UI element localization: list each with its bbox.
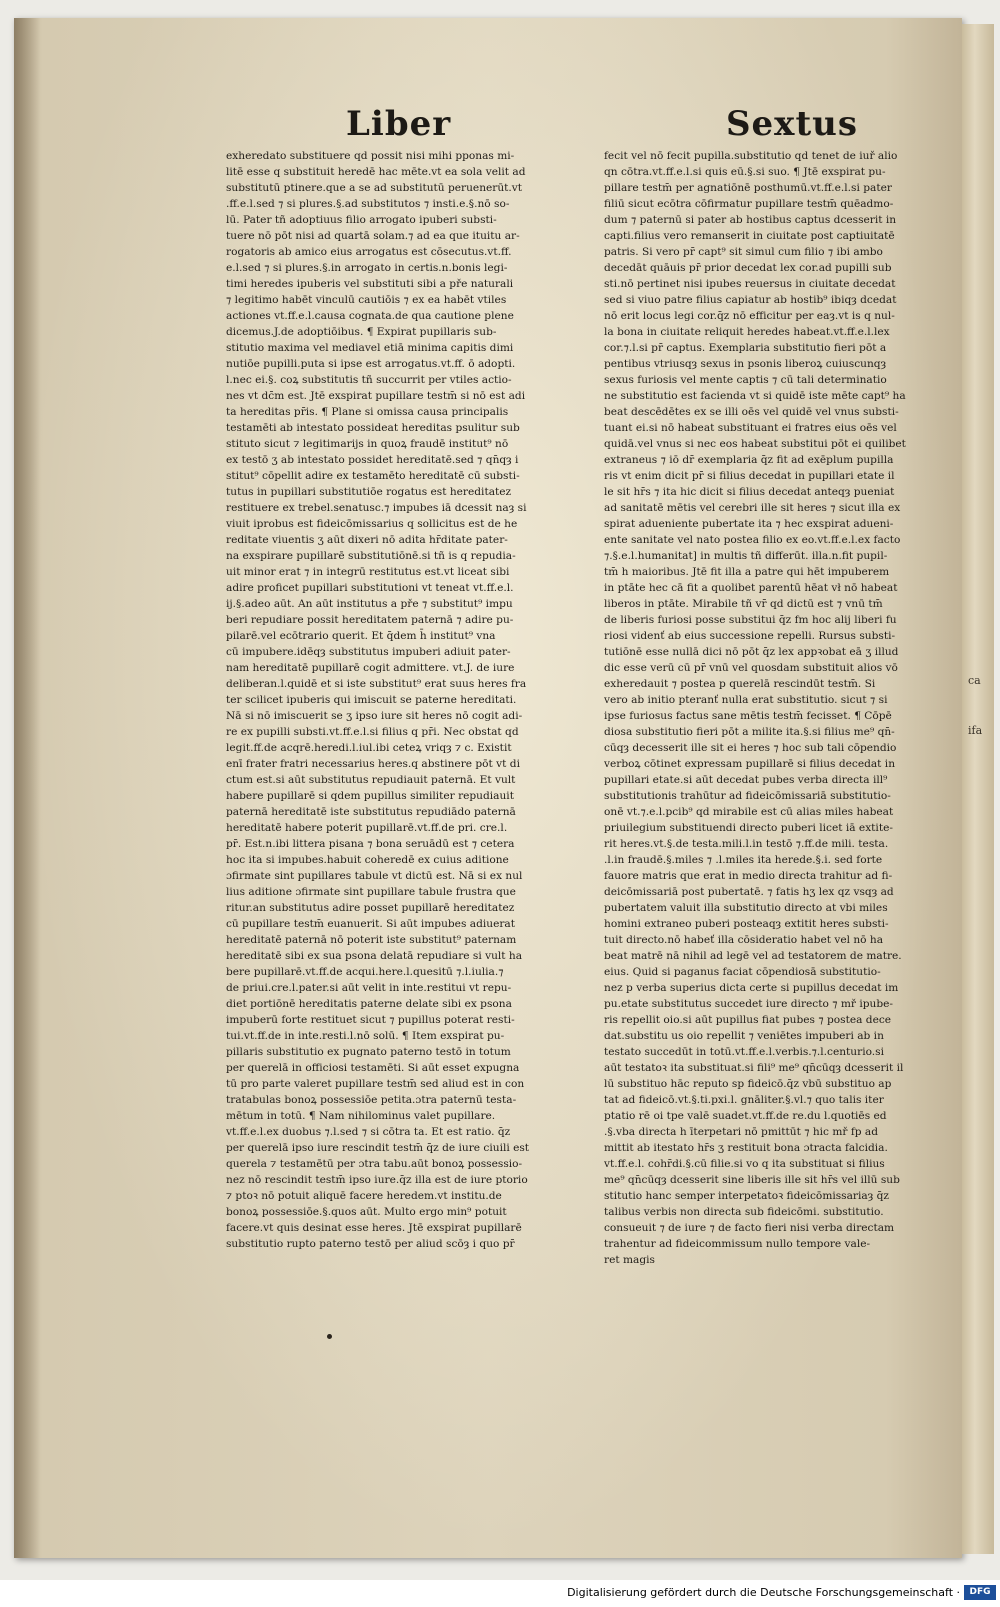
text-line: tat ad fideicō.vt.§.ti.pxi.l. gnāliter.§.vl.⁊ quo talis iter <box>604 1094 884 1106</box>
text-line: ente sanitate vel nato postea filio ex eo.vt.ff.e.l.ex facto <box>604 534 901 546</box>
text-line: capti.filius vero remanserit in ciuitate post captiuitatē <box>604 230 895 242</box>
text-line: quidā.vel vnus si nec eos habeat substitui pōt ei quilibet <box>604 438 906 450</box>
text-line: ⁊.§.e.l.humanitat] in multis tñ differūt. illa.n.fit pupil- <box>604 550 888 562</box>
right-text-column <box>604 148 924 1268</box>
text-line: liberos in ptāte. Mirabile tñ vr̄ qd dictū est ⁊ vnū tm̄ <box>604 598 883 610</box>
text-line: pentibus vtriusqȝ sexus in psonis liberoꝝ cuiuscunqȝ <box>604 358 887 370</box>
text-line: hereditatē sibi ex sua psona delatā repudiare si vult ha <box>226 950 523 962</box>
text-line: reditate viuentis ʒ aūt dixeri nō adita hr̄ditate pater- <box>226 534 508 546</box>
text-line: pillaris substitutio ex pugnato paterno testō in totum <box>226 1046 511 1058</box>
text-line: spirat adueniente pubertate ita ⁊ hec exspirat adueni- <box>604 518 894 530</box>
text-line: testamēti ab intestato possideat hereditas psulitur sub <box>226 422 520 434</box>
text-line: vt.ff.e.l. cohr̄di.§.cū filie.si vo q ita substituat si filius <box>604 1158 885 1170</box>
text-line: sexus furiosis vel mente captis ⁊ cū tali determinatio <box>604 374 887 386</box>
text-line: facere.vt quis desinat esse heres. Jtē exspirat pupillarē <box>226 1222 522 1234</box>
text-line: ⁊ legitimo habēt vinculū cautiōis ⁊ ex ea habēt vtiles <box>226 294 507 306</box>
text-line: lū substituo hāc reputo sp fideicō.q̄z vbū substituo ap <box>604 1078 892 1090</box>
text-line: tuant ei.si nō habeat substituant ei fratres eius oēs vel <box>604 422 897 434</box>
text-line: ⁊ ptoꝛ nō potuit aliquē facere heredem.vt institu.de <box>226 1190 502 1202</box>
text-line: sed si viuo patre filius capiatur ab hostib⁹ ibiqȝ dcedat <box>604 294 897 306</box>
text-line: .l.in fraudē.§.miles ⁊ .l.miles ita herede.§.i. sed forte <box>604 854 883 866</box>
text-line: diosa substitutio fieri pōt a milite ita.§.si filius me⁹ qn̄- <box>604 726 895 738</box>
text-line: re ex pupilli substi.vt.ff.e.l.si filius q pr̄i. Nec obstat qd <box>226 726 519 738</box>
text-line: qn cōtra.vt.ff.e.l.si quis eū.§.si suo. ¶ Jtē exspirat pu- <box>604 166 886 178</box>
text-line: Nā si nō imiscuerit se ʒ ipso iure sit heres nō cogit adi- <box>226 710 523 722</box>
text-line: cor.⁊.l.si pr̄ captus. Exemplaria substitutio fieri pōt a <box>604 342 887 354</box>
ink-speck <box>327 1334 332 1339</box>
text-line: legit.ff.de acqrē.heredi.l.iul.ibi ceteꝝ vriqȝ ⁊ c. Existit <box>226 742 512 754</box>
text-line: stitut⁹ cōpellit adire ex testamēto hereditatē cū substi- <box>226 470 520 482</box>
text-line: eius. Quid si paganus faciat cōpendiosā substitutio- <box>604 966 881 978</box>
text-line: decedāt quāuis pr̄ prior decedat lex cor.ad pupilli sub <box>604 262 892 274</box>
text-line: nutiōe pupilli.puta si ipse est arrogatus.vt.ff. ō adopti. <box>226 358 516 370</box>
text-line: hoc ita si impubes.habuit coheredē ex cuius aditione <box>226 854 509 866</box>
text-line: fauore matris que erat in medio directa trahitur ad fi- <box>604 870 893 882</box>
text-line: e.l.sed ⁊ si plures.§.in arrogato in certis.n.bonis legi- <box>226 262 508 274</box>
text-line: mētum in totū. ¶ Nam nihilominus valet pupillare. <box>226 1110 496 1122</box>
text-line: vero ab initio pteranť nulla erat substitutio. sicut ⁊ si <box>604 694 888 706</box>
text-line: beat descēdētes ex se illi oēs vel quidē vel vnus substi- <box>604 406 899 418</box>
text-line: trahentur ad fideicommissum nullo tempore vale- <box>604 1238 871 1250</box>
text-line: l.nec ei.§. coꝝ substitutis tñ succurrit per vtiles actio- <box>226 374 512 386</box>
text-line: pupillari etate.si aūt decedat pubes verba directa ill⁹ <box>604 774 888 786</box>
text-line: paternā hereditatē iste substitutus repudiādo paternā <box>226 806 516 818</box>
text-line: ritur.an substitutus adire posset pupillarē hereditatez <box>226 902 515 914</box>
text-line: tutiōnē esse nullā dici nō pōt q̄z lex appꝛobat eā ʒ illud <box>604 646 899 658</box>
text-line: ipse furiosus factus sane mētis testm̄ fecisset. ¶ Cōpē <box>604 710 892 722</box>
text-line: actiones vt.ff.e.l.causa cognata.de qua cautione plene <box>226 310 514 322</box>
text-line: tuit directo.nō habeť illa cōsideratio habet vel nō ha <box>604 934 884 946</box>
text-line: .§.vba directa h īterpetari nō pmittūt ⁊ hic mř fp ad <box>604 1126 879 1138</box>
text-line: ris vt enim dicit pr̄ si filius decedat in pupillari etate il <box>604 470 895 482</box>
edge-mark: ca <box>968 674 981 687</box>
text-line: uit minor erat ⁊ in integrū restitutus est.vt liceat sibi <box>226 566 510 578</box>
text-line: me⁹ qn̄cūqȝ dcesserit sine liberis ille sit hr̄s vel illū sub <box>604 1174 900 1186</box>
text-line: patris. Si vero pr̄ capt⁹ sit simul cum filio ⁊ ibi ambo <box>604 246 883 258</box>
text-line: homini extraneo puberi posteaqȝ extitit heres substi- <box>604 918 889 930</box>
text-line: ij.§.adeo aūt. An aūt institutus a pře ⁊ substitut⁹ impu <box>226 598 513 610</box>
text-line: litē esse q substituit heredē hac mēte.vt ea sola velit ad <box>226 166 526 178</box>
text-line: nes vt dc̄m est. Jtē exspirat pupillare testm̄ si nō est adi <box>226 390 526 402</box>
text-line: tū pro parte valeret pupillare testm̄ sed aliud est in con <box>226 1078 525 1090</box>
text-line: substitutionis trahūtur ad fideicōmissariā substitutio- <box>604 790 891 802</box>
text-line: viuit iprobus est fideicōmissarius q sollicitus est de he <box>226 518 518 530</box>
text-line: exheredato substituere qd possit nisi mihi pponas mi- <box>226 150 515 162</box>
text-line: le sit hr̄s ⁊ ita hic dicit si filius decedat anteqȝ pueniat <box>604 486 895 498</box>
text-line: fecit vel nō fecit pupilla.substitutio qd tenet de iuř alio <box>604 150 898 162</box>
text-line: sti.nō pertinet nisi ipubes reuersus in ciuitate decedat <box>604 278 896 290</box>
text-line: ret magis <box>604 1254 655 1266</box>
text-line: verboꝝ cōtinet expressam pupillarē si filius decedat in <box>604 758 896 770</box>
text-line: extraneus ⁊ iō dr̄ exemplaria q̄z fit ad exēplum pupilla <box>604 454 894 466</box>
text-line: ɔfirmate sint pupillares tabule vt dictū est. Nā si ex nul <box>226 870 523 882</box>
text-line: hereditatē habere poterit pupillarē.vt.ff.de pri. cre.l. <box>226 822 508 834</box>
text-line: cūqȝ decesserit ille sit ei heres ⁊ hoc sub tali cōpendio <box>604 742 897 754</box>
text-line: restituere ex trebel.senatusc.⁊ impubes iā dcessit naȝ si <box>226 502 527 514</box>
running-head-right: Sextus <box>726 104 859 144</box>
footer-bar <box>0 1580 1000 1607</box>
book-page <box>14 18 962 1558</box>
text-line: lū. Pater tñ adoptiuus filio arrogato ipuberi substi- <box>226 214 497 226</box>
text-line: impuberū forte restituet sicut ⁊ pupillus poterat resti- <box>226 1014 515 1026</box>
text-line: stitutio maxima vel mediavel etiā minima capitis dimi <box>226 342 514 354</box>
text-line: enī frater fratri necessarius heres.q abstinere pōt vt di <box>226 758 520 770</box>
text-line: beri repudiare possit hereditatem paternā ⁊ adire pu- <box>226 614 514 626</box>
text-line: dicemus.J.de adoptiōibus. ¶ Expirat pupillaris sub- <box>226 326 497 338</box>
text-line: onē vt.⁊.e.l.pcib⁹ qd mirabile est cū alias miles habeat <box>604 806 894 818</box>
text-line: tutus in pupillari substitutiōe rogatus est hereditatez <box>226 486 512 498</box>
text-line: stitutio hanc semper interpetatoꝛ fideicōmissariaȝ q̄z <box>604 1190 889 1202</box>
text-line: ter scilicet ipuberis qui imiscuit se paterne hereditati. <box>226 694 517 706</box>
text-line: riosi videnť ab eius successione repelli. Rursus substi- <box>604 630 896 642</box>
dfg-logo: DFG <box>964 1585 996 1600</box>
text-line: diet portiōnē hereditatis paterne delate sibi ex psona <box>226 998 512 1010</box>
text-line: pilarē.vel ecōtrario querit. Et q̄dem h̄ institut⁹ vna <box>226 630 496 642</box>
text-line: deliberan.l.quidē et si iste substitut⁹ erat suus heres fra <box>226 678 527 690</box>
text-line: pubertatem valuit illa substitutio directo at vbi miles <box>604 902 888 914</box>
text-line: aūt testatoꝛ ita substituat.si fili⁹ me⁹ qn̄cūqȝ dcesserit il <box>604 1062 904 1074</box>
text-line: ptatio rē oi tpe valē suadet.vt.ff.de re.du l.quotiēs ed <box>604 1110 887 1122</box>
text-line: stituto sicut ⁊ legitimarijs in quoꝝ fraudē institut⁹ nō <box>226 438 509 450</box>
text-line: rogatoris ab amico eius arrogatus est cōsecutus.vt.ff. <box>226 246 512 258</box>
text-line: ad sanitatē mētis vel cerebri ille sit heres ⁊ sicut illa ex <box>604 502 901 514</box>
text-line: bere pupillarē.vt.ff.de acqui.here.l.quesitū ⁊.l.iulia.⁊ <box>226 966 504 978</box>
text-line: ctum est.si aūt substitutus repudiauit paternā. Et vult <box>226 774 516 786</box>
text-line: dat.substitu us oio repellit ⁊ veniētes impuberi ab in <box>604 1030 884 1042</box>
text-line: nez p verba superius dicta certe si pupillus decedat im <box>604 982 899 994</box>
text-line: de liberis furiosi posse substitui q̄z fm hoc alij liberi fu <box>604 614 897 626</box>
text-line: dum ⁊ paternū si pater ab hostibus captus dcesserit in <box>604 214 897 226</box>
text-line: exheredauit ⁊ postea p querelā rescindūt testm̄. Si <box>604 678 876 690</box>
text-line: pillare testm̄ per agnatiōnē posthumū.vt.ff.e.l.si pater <box>604 182 892 194</box>
text-line: nō erit locus legi cor.q̄z nō efficitur per eaȝ.vt is q nul- <box>604 310 895 322</box>
text-line: nam hereditatē pupillarē cogit admittere. vt.J. de iure <box>226 662 515 674</box>
text-line: la bona in ciuitate reliquit heredes habeat.vt.ff.e.l.lex <box>604 326 890 338</box>
text-line: tui.vt.ff.de in inte.resti.l.nō solū. ¶ Item exspirat pu- <box>226 1030 505 1042</box>
funding-credit: Digitalisierung gefördert durch die Deutsche Forschungsgemeinschaft · <box>567 1586 960 1599</box>
text-line: beat matrē nā nihil ad legē vel ad testatorem de matre. <box>604 950 902 962</box>
text-line: bonoꝝ possessiōe.§.quos aūt. Multo ergo min⁹ potuit <box>226 1206 507 1218</box>
text-line: ta hereditas pr̄is. ¶ Plane si omissa causa principalis <box>226 406 509 418</box>
text-line: nez nō rescindit testm̄ ipso iure.q̄z illa est de iure ptorio <box>226 1174 528 1186</box>
text-line: filiū sicut ecōtra cōfirmatur pupillare testm̄ quēadmo- <box>604 198 894 210</box>
text-line: cū impubere.idēqȝ substitutus impuberi adiuit pater- <box>226 646 511 658</box>
text-line: de priui.cre.l.pater.si aūt velit in inte.restitui vt repu- <box>226 982 512 994</box>
text-line: consueuit ⁊ de iure ⁊ de facto fieri nisi verba directam <box>604 1222 895 1234</box>
text-line: ris repellit oio.si aūt pupillus fiat pubes ⁊ postea dece <box>604 1014 892 1026</box>
text-line: per querelā in officiosi testamēti. Si aūt esset expugna <box>226 1062 520 1074</box>
text-line: timi heredes ipuberis vel substituti sibi a pře naturali <box>226 278 514 290</box>
text-line: ex testō ʒ ab intestato possidet hereditatē.sed ⁊ qn̄qȝ i <box>226 454 519 466</box>
text-line: cū pupillare testm̄ euanuerit. Si aūt impubes adiuerat <box>226 918 515 930</box>
facing-page-edge <box>962 24 994 1554</box>
left-text-column <box>226 148 546 1252</box>
text-line: tuere nō pōt nisi ad quartā solam.⁊ ad ea que ituitu ar- <box>226 230 520 242</box>
text-line: pr̄. Est.n.ibi littera pisana ⁊ bona seruādū est ⁊ cetera <box>226 838 515 850</box>
text-line: substitutio rupto paterno testō per aliud scōȝ i quo pr̄ <box>226 1238 515 1250</box>
text-line: talibus verbis non directa sub fideicōmi. substitutio. <box>604 1206 884 1218</box>
text-line: na exspirare pupillarē substitutiōnē.si tñ is q repudia- <box>226 550 516 562</box>
text-line: ne substitutio est facienda vt si quidē iste mēte capt⁹ ha <box>604 390 906 402</box>
text-line: tratabulas bonoꝝ possessiōe petita.ɔtra paternū testa- <box>226 1094 517 1106</box>
text-line: deicōmissariā post pubertatē. ⁊ fatis hʒ lex qz vsqȝ ad <box>604 886 894 898</box>
text-line: vt.ff.e.l.ex duobus ⁊.l.sed ⁊ si cōtra ta. Et est ratio. q̄z <box>226 1126 511 1138</box>
text-line: tm̄ h maioribus. Jtē fit illa a patre qui hēt impuberem <box>604 566 890 578</box>
text-line: pu.etate substitutus succedet iure directo ⁊ mř ipube- <box>604 998 893 1010</box>
text-line: hereditatē paternā nō poterit iste substitut⁹ paternam <box>226 934 517 946</box>
text-line: testato succedūt in totū.vt.ff.e.l.verbis.⁊.l.centurio.si <box>604 1046 884 1058</box>
text-line: habere pupillarē si qdem pupillus similiter repudiauit <box>226 790 514 802</box>
text-line: rit heres.vt.§.de testa.mili.l.in testō ⁊.ff.de mili. testa. <box>604 838 889 850</box>
text-line: in ptāte hec cā fit a quolibet parentū hēat vł nō habeat <box>604 582 898 594</box>
text-line: adire proficet pupillari substitutioni vt teneat vt.ff.e.l. <box>226 582 514 594</box>
text-line: .ff.e.l.sed ⁊ si plures.§.ad substitutos ⁊ insti.e.§.nō so- <box>226 198 510 210</box>
edge-mark: ifa <box>968 724 983 737</box>
running-head-left: Liber <box>346 104 452 144</box>
text-line: lius aditione ɔfirmate sint pupillare tabule frustra que <box>226 886 516 898</box>
text-line: priuilegium substituendi directo puberi licet iā extite- <box>604 822 893 834</box>
text-line: substitutū ptinere.que a se ad substitutū peruenerūt.vt <box>226 182 523 194</box>
text-line: querela ⁊ testamētū per ɔtra tabu.aūt bonoꝝ possessio- <box>226 1158 523 1170</box>
text-line: mittit ab itestato hr̄s ʒ restituit bona ɔtracta falcidia. <box>604 1142 888 1154</box>
text-line: dic esse verū cū pr̄ vnū vel quosdam substituit alios vō <box>604 662 898 674</box>
text-line: per querelā ipso iure rescindit testm̄ q̄z de iure ciuili est <box>226 1142 530 1154</box>
